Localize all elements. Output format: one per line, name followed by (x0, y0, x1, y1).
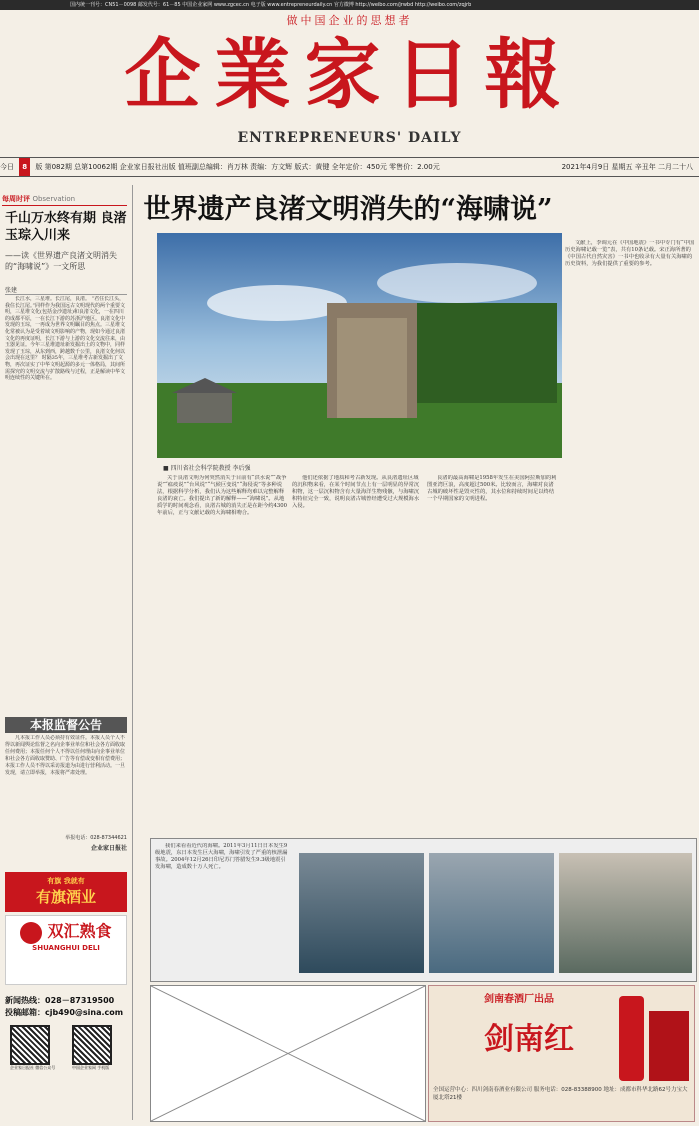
section-name: 每周时评 (2, 195, 30, 203)
tsunami-photo-1[interactable] (299, 853, 424, 973)
article-column-1 (157, 475, 287, 835)
masthead-english: ENTREPRENEURS' DAILY (237, 130, 462, 146)
page-number-badge: 8 (19, 158, 30, 176)
tsunami-photo-3[interactable] (559, 853, 692, 973)
column-1-text: 关于良渚文明为何突然消失于目前有“洪水说”“战争说”“瘟疫说”“台风说”“气候巨变说”“海侵说”等多种说法，根据科学分析，我们认为这些解释均难以完整解释良渚的衰亡。我们提出了新的解释——“海啸说”。从地质学的时间观念看，良渚古城的消失正是在距今约4300年前后，正与文献记载的大海啸相吻合。 (157, 475, 287, 516)
issue-details: 版 第082期 总第10062期 企业家日报社出版 值班副总编辑：肖万林 责编：方文辉 版式：黄键 全年定价：450元 零售价：2.00元 (35, 163, 440, 171)
jiannanchun-ad[interactable] (428, 985, 695, 1122)
notice-publisher: 企业家日报社 (90, 845, 127, 852)
liquor-ad[interactable] (5, 872, 127, 912)
commentary-author: 张建 (5, 285, 127, 295)
liquor-ad-slogan: 有旗 我就有 (47, 877, 85, 885)
qr-code-icon (10, 1025, 50, 1065)
masthead-slogan: 做中国企业的思想者 (286, 14, 413, 27)
liquor-ad-brand: 有旗酒业 (35, 888, 96, 906)
article-photo[interactable] (157, 233, 562, 458)
wine-box-icon (649, 1011, 689, 1081)
section-tag (2, 193, 127, 206)
qr-label-left: 企业家日报社 微信公众号 (10, 1065, 56, 1070)
commentary-subhead: ——读《世界遗产良渚文明消失的“海啸说”》一文所思 (5, 251, 117, 271)
shuanghui-logo-icon (20, 922, 42, 944)
shuanghui-title: 双汇熟食 (47, 921, 112, 941)
tsunami-box-text: 我们来看看近代的海啸。2011年3月11日日本发生9级地震，东日本发生巨大海啸，海啸引发了严重的核泄漏事故。2004年12月26日印尼苏门答腊发生9.3级地震引发海啸，造成数十万人死亡。 (155, 843, 288, 870)
jnc-ad-contact: 全国运营中心：四川剑南春酒业有限公司 服务电话：028-83388900 地址：成都市科华北路62号力宝大厦北塔21楼 (433, 1087, 688, 1101)
qr-code-icon (72, 1025, 112, 1065)
commentary-headline[interactable]: 千山万水终有期 良渚玉琮入川来 (5, 211, 127, 243)
section-name-en: Observation (32, 195, 76, 203)
column-2-text: 他们还依据了地质和考古新发现。从良渚遗址区域的沉积物来看，在某个时间节点上有一层明显的异常沉积物，这一层沉积物含有大量海洋生物残骸，与海啸沉积特征完全一致，说明良渚古城曾经遭受过大规模海水入侵。 (292, 475, 420, 509)
shuanghui-ad[interactable] (5, 915, 127, 985)
qr-label-right: 中国企业家网 手机版 (72, 1065, 110, 1070)
jnc-ad-brand: 剑南红 (484, 1022, 574, 1057)
today-label: 今日 (0, 163, 14, 171)
submission-email[interactable]: 投稿邮箱：cjb490@sina.com (5, 1008, 124, 1017)
tsunami-photo-2[interactable] (429, 853, 554, 973)
shuanghui-en: SHUANGHUI DELI (32, 944, 100, 952)
commentary-body: 长江水，三星堆。长江尾，良渚。 “君住长江头，我住长江尾。”同样作为我国远古文明现代的两个重要文明，三星堆文化(包括金沙遗址)和良渚文化，一在四川的成都平原，一在长江下游的苏浙沪地区。良渚文化中发现的玉琮，一再成为世界文明瞩目的焦点。三星堆文化常被认为是受着域文明影响的产物，现如今通过良渚文化的再度证明，长江下游与上游的文化交流往来，由玉器见证。今年三星堆遗址新发掘出土的文物中，同样发现了玉琮，从东到西，跨越数千公里，良渚文化何以会出现在这里？ 时隔35年，三星堆考古新发掘出了文物，再次证实了中华文明起源的多元一体格局，其间所需探究的文明交流与扩散路线与过程，正是解读中华文明连续性的关键所在。 (5, 296, 126, 382)
article-column-2 (292, 475, 422, 835)
column-4-text: 文献上，李调元在《中国地震》一书中专门有“中国历史海啸记载一览”表，共有10条记载。宋正海所著的《中国古代自然灾害》一书中也收录有大量有关海啸的历史资料，为我们提供了重要的参考。 (565, 240, 695, 267)
notice-phone: 举报电话：028-87344621 (65, 835, 127, 841)
article-column-4 (565, 240, 695, 835)
news-hotline: 新闻热线：028－87319500 (5, 996, 115, 1005)
photo-caption-text: 四川省社会科学院教授 李后强 (170, 465, 251, 472)
qr-code-right[interactable] (72, 1025, 122, 1071)
camera-icon: ■ (163, 465, 171, 472)
jnc-ad-title: 剑南春酒厂出品 (484, 994, 554, 1005)
issue-date: 2021年4月9日 星期五 辛丑年 二月二十八 (561, 163, 693, 171)
contact-block (5, 995, 127, 1019)
photo-caption (163, 463, 493, 472)
masthead-title[interactable]: 企業家日報 (124, 30, 575, 119)
main-headline[interactable]: 世界遗产良渚文明消失的“海啸说” (143, 194, 553, 225)
wine-bottle-icon (619, 996, 644, 1081)
column-divider (132, 185, 133, 1120)
tsunami-box (150, 838, 697, 982)
column-3-text: 良渚的最高海啸是1958年发生在美国阿拉斯加的利图亚湾巨浪，高度超过500米。比较而言，海啸对良渚古城的破坏性是毁灭性的，其水位和持续时间足以终结一个早期国家的文明进程。 (427, 475, 557, 502)
article-column-3 (427, 475, 557, 835)
notice-body: 凡本报工作人员必须持有效证件。本报人员个人不得以新闻舆论监督之名向企事业单位和社会各方面收取任何费用；本报任何个人不得以任何理由向企事业单位和社会各方面收取赞助、广告等有偿或变相有偿费用；本报工作人员不得以采访报道为由进行营利活动。一旦发现，请立即举报，本报将严肃处理。 (5, 735, 126, 776)
notice-title: 本报监督公告 (5, 717, 127, 733)
issue-info-bar (0, 157, 699, 177)
qr-code-left[interactable] (10, 1025, 60, 1071)
blank-ad-slot (150, 985, 426, 1122)
top-info-bar: 国内统一刊号：CN51－0098 邮发代号：61－85 中国企业家网 www.zgcec.cn 电子版 www.entrepreneurdaily.cn 官方微博 http://weibo.com/jrwbd http://weibo.com/zqjrb (0, 0, 699, 10)
